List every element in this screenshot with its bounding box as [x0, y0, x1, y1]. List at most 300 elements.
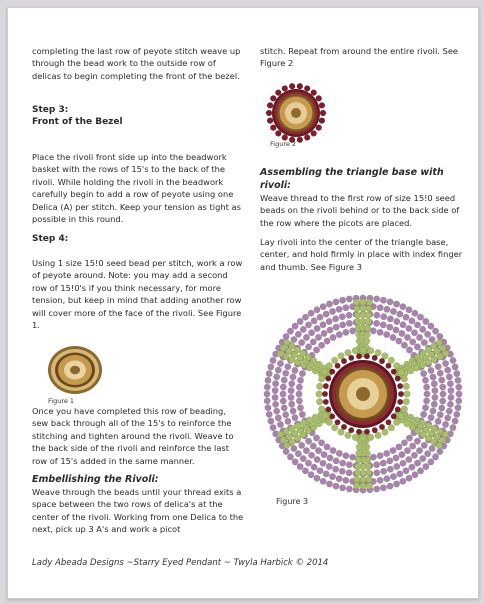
base-bead-purple [318, 342, 324, 348]
base-bead-sage [375, 432, 382, 439]
picot-bead [391, 414, 397, 420]
base-bead-sage [316, 383, 323, 390]
base-bead-purple [383, 450, 389, 456]
paragraph-embellish: Weave through the beads until your thread exits a space between the two rows of delica's at the center of the rivoli. Working from one Delica to the next, pick up 3 A's and work a picot [32, 487, 244, 535]
base-bead-sage [322, 369, 329, 376]
base-bead-purple [303, 334, 309, 340]
base-bead-purple [299, 442, 305, 448]
base-bead-sage [360, 299, 367, 306]
base-bead-sage [393, 362, 400, 369]
base-bead-purple [268, 364, 274, 370]
base-bead-purple [420, 326, 426, 332]
paragraph-reinforce: Once you have completed this row of beading, sew back through all of the 15's to reinforce the stitching and tighten around the rivoli. Weave to the back side of the rivoli and reinforce the last row of 15's added in the same manner. [32, 406, 234, 466]
base-bead-purple [420, 370, 426, 376]
base-bead-purple [289, 401, 295, 407]
picot-bead [319, 102, 325, 108]
base-bead-sage [360, 435, 367, 442]
base-bead-purple [336, 331, 342, 337]
base-bead-purple [421, 442, 427, 448]
base-bead-sage [413, 365, 420, 372]
figure3-triangle-base-image [260, 292, 466, 496]
base-bead-sage [367, 347, 374, 354]
base-bead-purple [302, 314, 308, 320]
base-bead-purple [326, 301, 332, 307]
base-bead-sage [295, 422, 302, 429]
picot-bead [325, 376, 331, 382]
base-bead-purple [305, 460, 311, 466]
embellish-title: Embellishing the Rivoli: [32, 474, 159, 485]
base-bead-purple [442, 421, 448, 427]
base-bead-purple [277, 421, 283, 427]
base-bead-purple [339, 297, 345, 303]
picot-bead [316, 125, 322, 131]
base-bead-sage [326, 419, 333, 426]
base-bead-sage [354, 470, 361, 477]
base-bead-purple [277, 360, 283, 366]
base-bead-sage [398, 413, 405, 420]
base-bead-purple [456, 391, 462, 397]
base-bead-purple [317, 314, 323, 320]
paragraph-step3: Place the rivoli front side up into the beadwork basket with the rows of 15's to the back of the rivoli. While holding the rivoli in the beadwork carefully begin to add a row of peyote using one Delica (A) per stitch. Keep your tension as tight as possible in this round. [32, 152, 241, 225]
base-bead-sage [375, 349, 382, 356]
base-bead-sage [364, 325, 371, 332]
paragraph-picot-continue: stitch. Repeat from around the entire rivoli. See Figure 2 [260, 46, 459, 69]
base-bead-purple [323, 311, 329, 317]
base-bead-purple [329, 308, 335, 314]
base-bead-sage [326, 362, 333, 369]
base-bead-purple [411, 330, 417, 336]
base-bead-purple [424, 331, 430, 337]
base-bead-purple [416, 334, 422, 340]
paragraph-lay-rivoli: Lay rivoli into the center of the triangle base, center, and hold firmly in place with index finger and thumb. See Figure 3 [260, 237, 463, 272]
base-bead-purple [455, 404, 461, 410]
base-bead-purple [429, 336, 435, 342]
base-bead-purple [273, 374, 279, 380]
base-bead-purple [346, 462, 352, 468]
base-bead-sage [366, 299, 373, 306]
picot-bead [335, 419, 341, 425]
base-bead-purple [292, 459, 298, 465]
base-bead-purple [422, 405, 428, 411]
base-bead-sage [318, 376, 325, 383]
base-bead-sage [354, 305, 361, 312]
base-bead-purple [288, 394, 294, 400]
base-bead-purple [447, 380, 453, 386]
base-bead-purple [333, 483, 339, 489]
base-bead-purple [283, 370, 289, 376]
base-bead-purple [281, 377, 287, 383]
base-bead-purple [264, 391, 270, 397]
base-bead-sage [437, 353, 444, 360]
figure2-caption: Figure 2 [270, 140, 297, 148]
base-bead-purple [324, 444, 330, 450]
base-bead-purple [387, 316, 393, 322]
base-bead-purple [343, 477, 349, 483]
base-bead-purple [390, 447, 396, 453]
picot-bead [266, 110, 272, 116]
base-bead-purple [423, 398, 429, 404]
base-bead-sage [356, 450, 363, 457]
base-bead-purple [330, 447, 336, 453]
base-bead-sage [366, 476, 373, 483]
base-bead-purple [311, 464, 317, 470]
base-bead-purple [285, 418, 291, 424]
picot-bead [267, 102, 273, 108]
base-bead-purple [336, 306, 342, 312]
base-bead-purple [275, 415, 281, 421]
base-bead-sage [363, 338, 370, 345]
picot-bead [372, 427, 378, 433]
base-bead-purple [308, 472, 314, 478]
base-bead-purple [435, 363, 441, 369]
figure3-caption: Figure 3 [276, 497, 309, 506]
base-bead-purple [422, 377, 428, 383]
base-bead-purple [400, 322, 406, 328]
base-bead-purple [349, 454, 355, 460]
base-bead-purple [394, 318, 400, 324]
base-bead-purple [393, 455, 399, 461]
base-bead-purple [400, 478, 406, 484]
figure1-rivoli-image [42, 339, 108, 399]
base-bead-purple [377, 304, 383, 310]
base-bead-purple [311, 318, 317, 324]
base-bead-purple [266, 411, 272, 417]
base-bead-sage [356, 444, 363, 451]
base-bead-purple [270, 424, 276, 430]
picot-bead [397, 383, 403, 389]
base-bead-purple [296, 384, 302, 390]
base-bead-sage [306, 417, 313, 424]
picot-bead [316, 95, 322, 101]
base-bead-purple [326, 318, 332, 324]
base-bead-purple [288, 387, 294, 393]
base-bead-purple [272, 394, 278, 400]
picot-bead [267, 118, 273, 124]
base-bead-purple [414, 322, 420, 328]
picot-bead [364, 429, 370, 435]
base-bead-purple [299, 370, 305, 376]
base-bead-purple [321, 451, 327, 457]
base-bead-purple [283, 333, 289, 339]
base-bead-purple [406, 475, 412, 481]
base-bead-purple [412, 310, 418, 316]
base-bead-purple [448, 394, 454, 400]
picot-bead [270, 125, 276, 131]
picot-bead [297, 83, 303, 89]
base-bead-sage [318, 406, 325, 413]
base-bead-purple [403, 468, 409, 474]
base-bead-purple [340, 460, 346, 466]
base-bead-sage [436, 442, 443, 449]
base-bead-purple [346, 486, 352, 492]
base-bead-sage [316, 398, 323, 405]
base-bead-purple [428, 323, 434, 329]
base-bead-purple [370, 328, 376, 334]
base-bead-purple [374, 470, 380, 476]
base-bead-sage [354, 476, 361, 483]
picot-bead [325, 407, 331, 413]
picot-bead [304, 135, 310, 141]
base-bead-sage [360, 347, 367, 354]
base-bead-purple [268, 418, 274, 424]
base-bead-purple [346, 312, 352, 318]
base-bead-purple [346, 320, 352, 326]
base-bead-sage [355, 457, 362, 464]
base-bead-purple [439, 377, 445, 383]
picot-bead [329, 414, 335, 420]
base-bead-purple [295, 331, 301, 337]
base-bead-purple [291, 336, 297, 342]
base-bead-purple [289, 381, 295, 387]
base-bead-purple [403, 314, 409, 320]
base-bead-sage [360, 305, 367, 312]
base-bead-purple [377, 329, 383, 335]
base-bead-purple [393, 301, 399, 307]
base-bead-purple [432, 394, 438, 400]
base-bead-purple [297, 318, 303, 324]
base-bead-purple [373, 296, 379, 302]
base-bead-purple [373, 486, 379, 492]
base-bead-purple [432, 454, 438, 460]
base-bead-purple [430, 374, 436, 380]
figure1-caption: Figure 1 [48, 397, 75, 405]
base-bead-purple [314, 475, 320, 481]
picot-bead [275, 90, 281, 96]
base-bead-purple [456, 384, 462, 390]
base-bead-purple [404, 447, 410, 453]
base-bead-purple [437, 412, 443, 418]
base-bead-purple [432, 328, 438, 334]
base-bead-purple [272, 387, 278, 393]
base-bead-purple [315, 334, 321, 340]
base-bead-purple [308, 452, 314, 458]
base-bead-purple [409, 464, 415, 470]
base-bead-purple [423, 384, 429, 390]
picot-bead [364, 353, 370, 359]
base-bead-sage [425, 359, 432, 366]
base-bead-purple [320, 303, 326, 309]
base-bead-purple [420, 455, 426, 461]
base-bead-purple [314, 456, 320, 462]
base-bead-sage [401, 376, 408, 383]
base-bead-purple [437, 370, 443, 376]
base-bead-purple [297, 463, 303, 469]
base-bead-purple [320, 460, 326, 466]
paragraph-step4: Using 1 size 15!0 seed bead per stitch, work a row of peyote around. Note: you may add a second row of 15!0's if you think necessary, for more tension, but keep in mind that adding another row will cover more of the face of the rivoli. See Figure 1. [32, 258, 243, 331]
base-bead-purple [346, 296, 352, 302]
base-bead-purple [280, 391, 286, 397]
base-bead-sage [360, 476, 367, 483]
base-bead-purple [440, 384, 446, 390]
base-bead-purple [264, 384, 270, 390]
picot-bead [304, 85, 310, 91]
base-bead-purple [414, 460, 420, 466]
base-bead-purple [287, 328, 293, 334]
base-bead-purple [292, 414, 298, 420]
picot-bead [341, 424, 347, 430]
base-bead-sage [366, 482, 373, 489]
base-bead-purple [424, 451, 430, 457]
base-bead-purple [373, 462, 379, 468]
base-bead-purple [387, 324, 393, 330]
picot-bead [391, 369, 397, 375]
base-bead-purple [423, 463, 429, 469]
base-bead-purple [374, 312, 380, 318]
base-bead-purple [339, 468, 345, 474]
base-bead-purple [417, 468, 423, 474]
base-bead-purple [266, 370, 272, 376]
picot-bead [348, 355, 354, 361]
base-bead-purple [308, 330, 314, 336]
base-bead-purple [430, 408, 436, 414]
base-bead-purple [308, 310, 314, 316]
base-bead-purple [429, 445, 435, 451]
base-bead-purple [296, 398, 302, 404]
base-bead-purple [297, 377, 303, 383]
picot-bead [379, 424, 385, 430]
base-bead-purple [310, 443, 316, 449]
base-bead-purple [300, 326, 306, 332]
base-bead-purple [292, 323, 298, 329]
base-bead-purple [333, 299, 339, 305]
base-bead-purple [329, 473, 335, 479]
base-bead-sage [367, 434, 374, 441]
base-bead-purple [324, 338, 330, 344]
base-bead-sage [403, 398, 410, 405]
base-bead-purple [442, 360, 448, 366]
base-bead-purple [455, 377, 461, 383]
base-bead-purple [454, 411, 460, 417]
picot-bead [397, 399, 403, 405]
picot-bead [320, 110, 326, 116]
base-bead-purple [290, 408, 296, 414]
base-bead-purple [327, 327, 333, 333]
base-bead-purple [283, 448, 289, 454]
base-bead-purple [397, 311, 403, 317]
base-bead-purple [346, 470, 352, 476]
base-bead-sage [442, 350, 449, 357]
base-bead-purple [313, 347, 319, 353]
base-bead-sage [364, 331, 371, 338]
base-bead-purple [314, 307, 320, 313]
base-bead-purple [440, 391, 446, 397]
base-bead-purple [406, 347, 412, 353]
base-bead-purple [428, 459, 434, 465]
picot-bead [311, 90, 317, 96]
base-bead-purple [406, 456, 412, 462]
base-bead-purple [437, 448, 443, 454]
base-bead-purple [343, 329, 349, 335]
base-bead-purple [380, 297, 386, 303]
base-bead-purple [370, 454, 376, 460]
base-bead-purple [287, 454, 293, 460]
base-bead-purple [265, 404, 271, 410]
base-bead-purple [377, 452, 383, 458]
picot-bead [329, 369, 335, 375]
base-bead-purple [417, 314, 423, 320]
picot-bead [311, 130, 317, 136]
figure2-rivoli-image [264, 82, 328, 144]
base-bead-purple [373, 320, 379, 326]
base-bead-purple [264, 398, 270, 404]
base-bead-purple [446, 408, 452, 414]
base-bead-purple [409, 443, 415, 449]
paragraph-bezel-intro: completing the last row of peyote stitch weave up through the bead work to the outside row of delicas to begin completing the front of the bezel. [32, 46, 241, 81]
base-bead-purple [384, 476, 390, 482]
base-bead-sage [300, 420, 307, 427]
base-bead-purple [297, 405, 303, 411]
base-bead-purple [333, 458, 339, 464]
base-bead-sage [322, 413, 329, 420]
base-bead-purple [314, 325, 320, 331]
base-bead-purple [299, 339, 305, 345]
base-bead-purple [421, 339, 427, 345]
picot-bead [386, 363, 392, 369]
base-bead-purple [265, 377, 271, 383]
base-bead-purple [440, 398, 446, 404]
base-bead-purple [447, 401, 453, 407]
base-bead-purple [424, 391, 430, 397]
base-bead-purple [397, 471, 403, 477]
picot-bead [372, 355, 378, 361]
picot-bead [282, 85, 288, 91]
base-bead-purple [445, 415, 451, 421]
base-bead-purple [381, 468, 387, 474]
base-bead-purple [401, 342, 407, 348]
base-bead-purple [431, 381, 437, 387]
base-bead-purple [454, 370, 460, 376]
base-bead-purple [390, 473, 396, 479]
base-bead-sage [407, 367, 414, 374]
base-bead-purple [339, 485, 345, 491]
base-bead-sage [366, 305, 373, 312]
step4-title: Step 4: [32, 234, 69, 244]
base-bead-purple [377, 477, 383, 483]
base-bead-purple [305, 322, 311, 328]
picot-bead [348, 427, 354, 433]
base-bead-sage [365, 318, 372, 325]
base-bead-purple [435, 418, 441, 424]
picot-bead [289, 83, 295, 89]
base-bead-purple [320, 322, 326, 328]
base-bead-purple [406, 325, 412, 331]
base-bead-purple [404, 334, 410, 340]
base-bead-purple [432, 387, 438, 393]
base-bead-purple [380, 322, 386, 328]
base-bead-purple [406, 307, 412, 313]
base-bead-sage [289, 425, 296, 432]
base-bead-sage [419, 362, 426, 369]
base-bead-purple [285, 363, 291, 369]
base-bead-purple [339, 314, 345, 320]
base-bead-purple [448, 387, 454, 393]
base-bead-purple [302, 468, 308, 474]
base-bead-purple [414, 344, 420, 350]
base-bead-purple [310, 339, 316, 345]
base-bead-purple [420, 411, 426, 417]
base-bead-purple [332, 466, 338, 472]
picot-bead [297, 137, 303, 143]
base-bead-purple [384, 306, 390, 312]
base-bead-purple [437, 333, 443, 339]
base-bead-purple [409, 318, 415, 324]
base-bead-sage [352, 434, 359, 441]
base-bead-purple [409, 339, 415, 345]
picot-bead [323, 399, 329, 405]
base-bead-purple [340, 322, 346, 328]
base-bead-sage [316, 391, 323, 398]
step3-subtitle: Front of the Bezel [32, 117, 123, 127]
